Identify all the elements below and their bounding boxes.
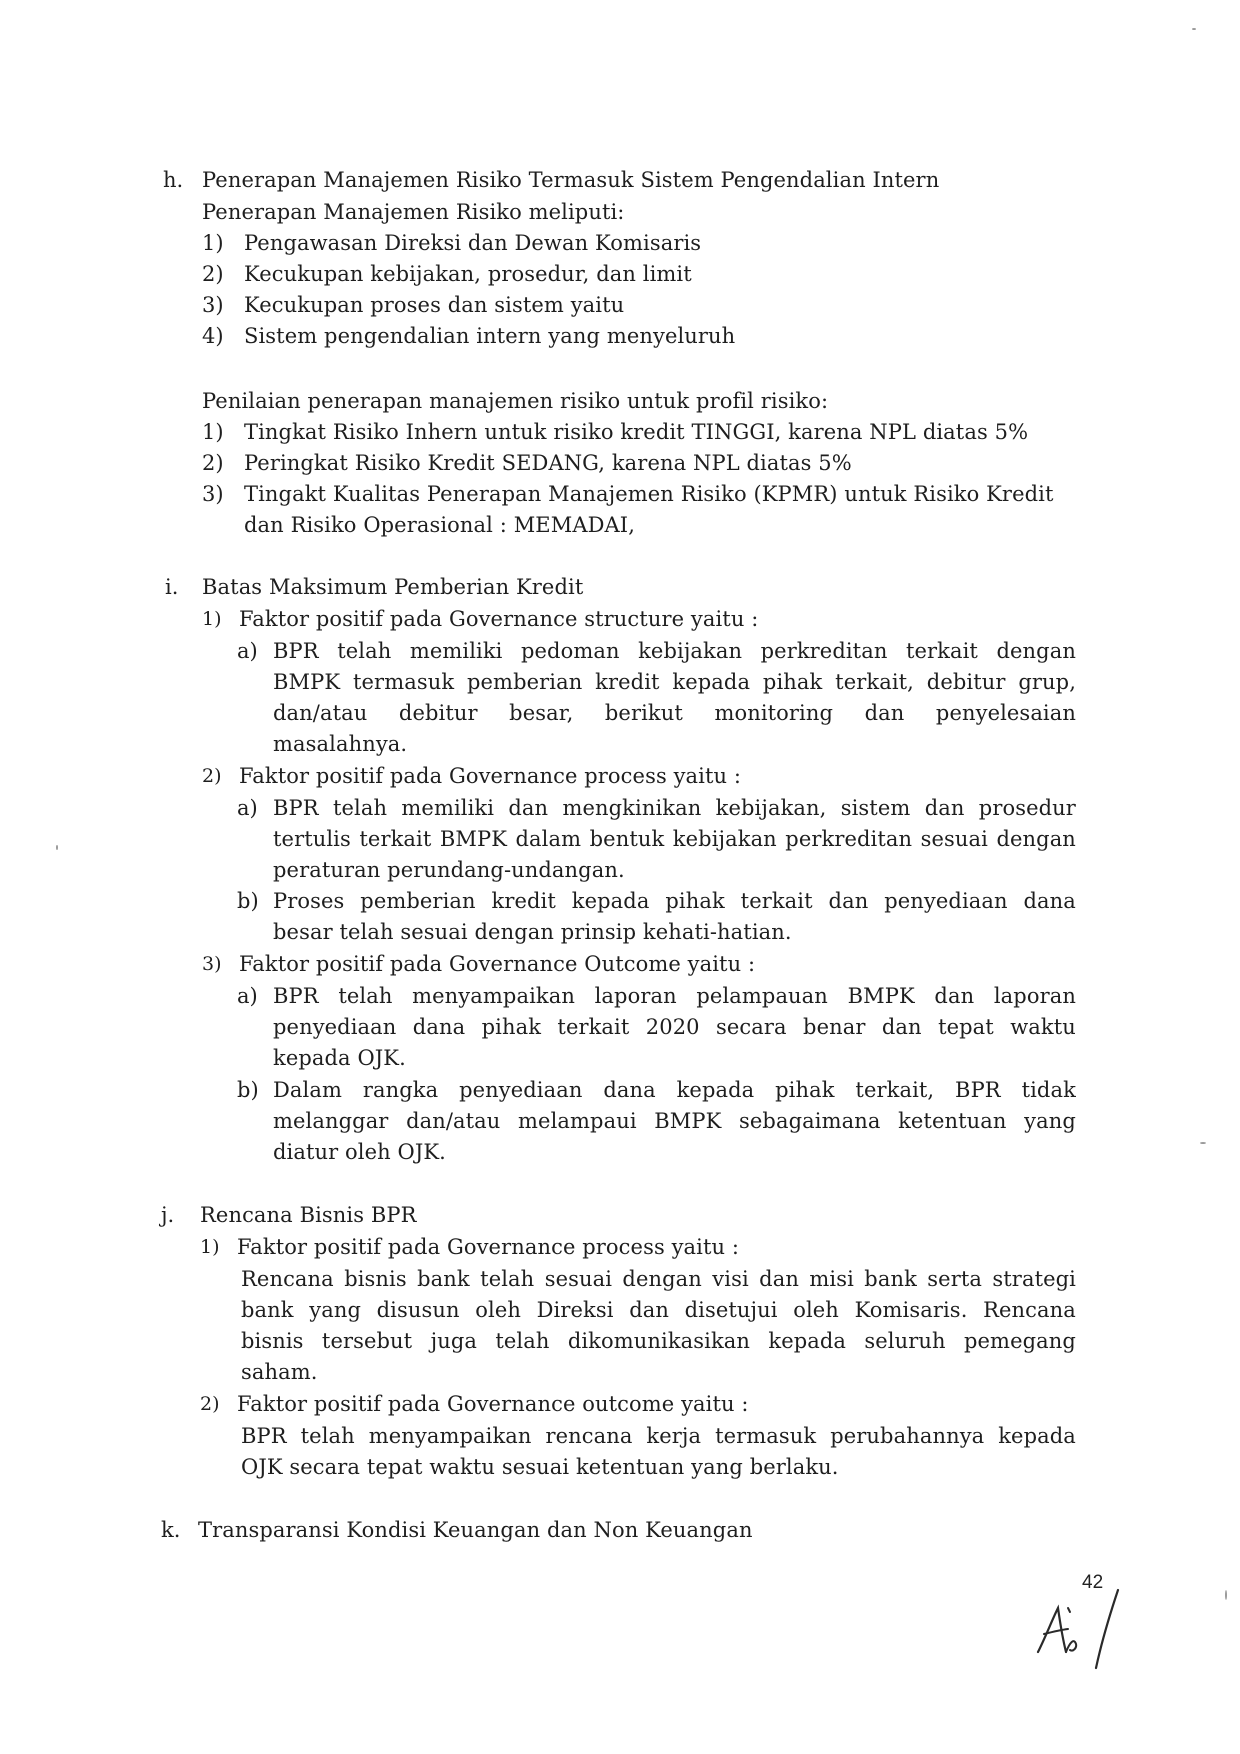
i-f3-b-line3: diatur oleh OJK. [273, 1140, 446, 1164]
i-f2-b-line1: Proses pemberian kredit kepada pihak terkait dan penyediaan dana [273, 889, 1076, 913]
i-factor-3-label: Faktor positif pada Governance Outcome yaitu : [239, 952, 756, 976]
h-assess-2-text: Peringkat Risiko Kredit SEDANG, karena NPL diatas 5% [244, 451, 852, 475]
h-item-1-num: 1) [202, 231, 224, 255]
h-assess-3-line2: dan Risiko Operasional : MEMADAI, [244, 513, 635, 537]
j-factor-2-label: Faktor positif pada Governance outcome yaitu : [237, 1392, 749, 1416]
i-f1-a-line3: dan/atau debitur besar, berikut monitoring dan penyelesaian [273, 701, 1076, 725]
i-factor-1-label: Faktor positif pada Governance structure yaitu : [239, 607, 759, 631]
signature-initials [1030, 1588, 1140, 1708]
j-f1-line3: bisnis tersebut juga telah dikomunikasikan kepada seluruh pemegang [241, 1329, 1076, 1353]
scan-speck [1192, 28, 1196, 30]
h-item-2-text: Kecukupan kebijakan, prosedur, dan limit [244, 262, 692, 286]
h-assess-3-line1: Tingakt Kualitas Penerapan Manajemen Risiko (KPMR) untuk Risiko Kredit [244, 482, 1054, 506]
j-f1-line4: saham. [241, 1360, 318, 1384]
section-j-title: Rencana Bisnis BPR [200, 1203, 417, 1227]
page-number: 42 [1082, 1572, 1104, 1593]
section-h-title: Penerapan Manajemen Risiko Termasuk Sistem Pengendalian Intern [202, 168, 940, 192]
h-assess-2-num: 2) [202, 451, 224, 475]
i-f1-a-letter: a) [237, 639, 258, 663]
i-factor-2-num: 2) [202, 765, 222, 787]
j-factor-2-num: 2) [200, 1393, 220, 1415]
h-item-2-num: 2) [202, 262, 224, 286]
h-assess-1-text: Tingkat Risiko Inhern untuk risiko kredit TINGGI, karena NPL diatas 5% [244, 420, 1029, 444]
j-f1-line1: Rencana bisnis bank telah sesuai dengan visi dan misi bank serta strategi [241, 1267, 1076, 1291]
scan-speck [1225, 1590, 1227, 1600]
h-assess-3-num: 3) [202, 482, 224, 506]
h-item-4-text: Sistem pengendalian intern yang menyeluruh [244, 324, 736, 348]
i-f2-a-letter: a) [237, 796, 258, 820]
section-j-marker: j. [161, 1203, 175, 1227]
j-f2-line2: OJK secara tepat waktu sesuai ketentuan yang berlaku. [241, 1455, 839, 1479]
h-item-1-text: Pengawasan Direksi dan Dewan Komisaris [244, 231, 702, 255]
h-assess-1-num: 1) [202, 420, 224, 444]
i-f2-a-line2: tertulis terkait BMPK dalam bentuk kebijakan perkreditan sesuai dengan [273, 827, 1076, 851]
section-h-marker: h. [163, 168, 184, 192]
i-f1-a-line1: BPR telah memiliki pedoman kebijakan perkreditan terkait dengan [273, 639, 1076, 663]
i-f3-a-line3: kepada OJK. [273, 1046, 406, 1070]
section-i-marker: i. [165, 575, 179, 599]
j-f1-line2: bank yang disusun oleh Direksi dan disetujui oleh Komisaris. Rencana [241, 1298, 1076, 1322]
i-f3-b-line2: melanggar dan/atau melampaui BMPK sebagaimana ketentuan yang [273, 1109, 1076, 1133]
i-f2-a-line3: peraturan perundang-undangan. [273, 858, 625, 882]
i-f1-a-line4: masalahnya. [273, 732, 408, 756]
h-item-3-num: 3) [202, 293, 224, 317]
i-factor-3-num: 3) [202, 953, 222, 975]
h-item-3-text: Kecukupan proses dan sistem yaitu [244, 293, 625, 317]
i-f3-b-letter: b) [237, 1078, 259, 1102]
i-f3-b-line1: Dalam rangka penyediaan dana kepada pihak terkait, BPR tidak [273, 1078, 1076, 1102]
section-k-title: Transparansi Kondisi Keuangan dan Non Keuangan [198, 1518, 753, 1542]
j-f2-line1: BPR telah menyampaikan rencana kerja termasuk perubahannya kepada [241, 1424, 1076, 1448]
i-f2-b-line2: besar telah sesuai dengan prinsip kehati-hatian. [273, 920, 792, 944]
h-item-4-num: 4) [202, 324, 224, 348]
section-k-marker: k. [161, 1518, 181, 1542]
i-f2-b-letter: b) [237, 889, 259, 913]
i-f3-a-letter: a) [237, 984, 258, 1008]
h-assessment-intro: Penilaian penerapan manajemen risiko untuk profil risiko: [202, 389, 829, 413]
scan-speck [56, 845, 58, 850]
j-factor-1-label: Faktor positif pada Governance process yaitu : [237, 1235, 740, 1259]
section-h-intro: Penerapan Manajemen Risiko meliputi: [202, 200, 625, 224]
i-factor-2-label: Faktor positif pada Governance process yaitu : [239, 764, 742, 788]
i-f3-a-line2: penyediaan dana pihak terkait 2020 secara benar dan tepat waktu [273, 1015, 1076, 1039]
i-f2-a-line1: BPR telah memiliki dan mengkinikan kebijakan, sistem dan prosedur [273, 796, 1076, 820]
i-factor-1-num: 1) [202, 608, 222, 630]
j-factor-1-num: 1) [200, 1236, 220, 1258]
i-f1-a-line2: BMPK termasuk pemberian kredit kepada pihak terkait, debitur grup, [273, 670, 1076, 694]
i-f3-a-line1: BPR telah menyampaikan laporan pelampauan BMPK dan laporan [273, 984, 1076, 1008]
section-i-title: Batas Maksimum Pemberian Kredit [202, 575, 584, 599]
scan-speck [1200, 1142, 1206, 1144]
